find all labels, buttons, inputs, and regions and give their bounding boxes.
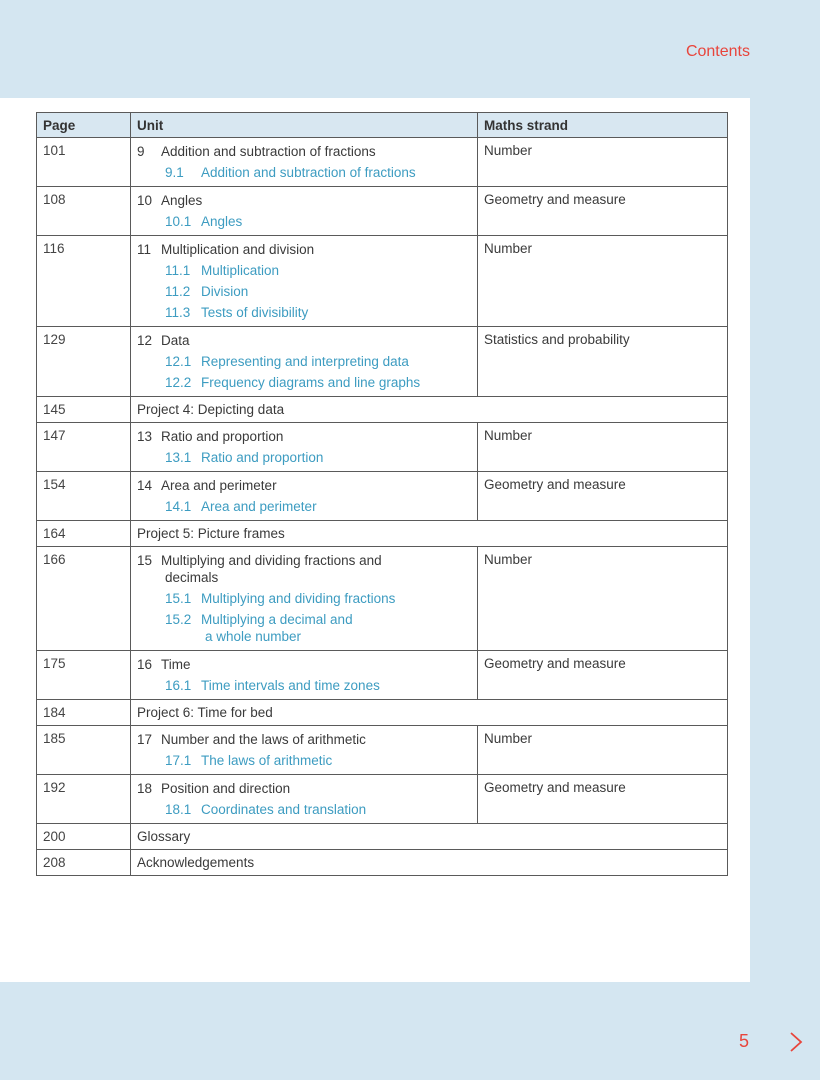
unit-cell: [131, 138, 478, 187]
subsection-title: Multiplying a decimal and: [201, 612, 353, 627]
unit-heading[interactable]: [137, 477, 471, 494]
unit-cell: [131, 547, 478, 651]
project-title[interactable]: Project 4: Depicting data: [131, 397, 728, 423]
subsection-link[interactable]: [137, 262, 471, 279]
subsection-number: 15.1: [165, 591, 192, 606]
table-row-project: [37, 824, 728, 850]
subsection-link[interactable]: [137, 164, 471, 181]
subsection-title: Multiplication: [201, 263, 280, 278]
unit-cell: [131, 726, 478, 775]
subsection-number: 16.1: [165, 678, 192, 693]
unit-number: 9: [137, 144, 145, 159]
subsection-number: 12.2: [165, 375, 192, 390]
unit-number: 10: [137, 193, 153, 208]
subsection-title: Multiplying and dividing fractions: [201, 591, 396, 606]
page-number-cell: 154: [37, 472, 131, 521]
table-row: [37, 187, 728, 236]
table-row-project: [37, 700, 728, 726]
page-number-cell: 175: [37, 651, 131, 700]
page-number-cell: 101: [37, 138, 131, 187]
subsection-title: Addition and subtraction of fractions: [201, 165, 416, 180]
subsection-title: Ratio and proportion: [201, 450, 324, 465]
unit-title: Position and direction: [161, 781, 291, 796]
subsection-link[interactable]: [137, 213, 471, 230]
unit-cell: [131, 775, 478, 824]
unit-title: Area and perimeter: [161, 478, 277, 493]
subsection-number: 11.1: [165, 263, 191, 278]
subsection-number: 14.1: [165, 499, 192, 514]
subsection-link[interactable]: [137, 677, 471, 694]
subsection-number: 15.2: [165, 612, 192, 627]
subsection-number: 18.1: [165, 802, 192, 817]
unit-title: Number and the laws of arithmetic: [161, 732, 366, 747]
subsection-title: Coordinates and translation: [201, 802, 367, 817]
unit-cell: [131, 187, 478, 236]
unit-heading[interactable]: [137, 241, 471, 258]
unit-title: Addition and subtraction of fractions: [161, 144, 376, 159]
table-row: [37, 327, 728, 397]
maths-strand: Number: [478, 726, 728, 775]
page-number-cell: 185: [37, 726, 131, 775]
unit-heading[interactable]: [137, 780, 471, 797]
unit-cell: [131, 423, 478, 472]
subsection-title: Representing and interpreting data: [201, 354, 409, 369]
subsection-title: Angles: [201, 214, 243, 229]
table-row: [37, 547, 728, 651]
contents-table: [36, 112, 728, 876]
page-number-cell: 147: [37, 423, 131, 472]
unit-cell: [131, 236, 478, 327]
unit-number: 12: [137, 333, 153, 348]
subsection-link[interactable]: [137, 611, 471, 645]
unit-number: 17: [137, 732, 153, 747]
page-number-cell: 108: [37, 187, 131, 236]
unit-heading[interactable]: [137, 731, 471, 748]
unit-number: 18: [137, 781, 153, 796]
maths-strand: Statistics and probability: [478, 327, 728, 397]
unit-title: Multiplication and division: [161, 242, 315, 257]
subsection-link[interactable]: [137, 590, 471, 607]
unit-title: Multiplying and dividing fractions and: [161, 553, 382, 568]
unit-number: 15: [137, 553, 153, 568]
subsection-link[interactable]: [137, 374, 471, 391]
unit-cell: [131, 327, 478, 397]
project-title[interactable]: Project 5: Picture frames: [131, 521, 728, 547]
unit-heading[interactable]: [137, 656, 471, 673]
unit-heading[interactable]: [137, 552, 471, 586]
subsection-number: 17.1: [165, 753, 192, 768]
subsection-link[interactable]: [137, 752, 471, 769]
page-number-cell: 166: [37, 547, 131, 651]
unit-title: Time: [161, 657, 191, 672]
maths-strand: Number: [478, 236, 728, 327]
table-row: [37, 236, 728, 327]
page-number-cell: 184: [37, 700, 131, 726]
maths-strand: Geometry and measure: [478, 187, 728, 236]
subsection-link[interactable]: [137, 283, 471, 300]
unit-title: Ratio and proportion: [161, 429, 284, 444]
subsection-title-continued: a whole number: [205, 629, 302, 644]
unit-heading[interactable]: [137, 143, 471, 160]
subsection-title: Frequency diagrams and line graphs: [201, 375, 421, 390]
maths-strand: Geometry and measure: [478, 651, 728, 700]
unit-number: 13: [137, 429, 153, 444]
page-number: 5: [739, 1031, 750, 1051]
subsection-number: 13.1: [165, 450, 192, 465]
unit-title: Angles: [161, 193, 203, 208]
column-header-strand: Maths strand: [478, 113, 728, 138]
subsection-link[interactable]: [137, 353, 471, 370]
page-number-cell: 129: [37, 327, 131, 397]
project-title[interactable]: Glossary: [131, 824, 728, 850]
maths-strand: Number: [478, 547, 728, 651]
subsection-title: Time intervals and time zones: [201, 678, 380, 693]
unit-cell: [131, 472, 478, 521]
table-header-row: [37, 113, 728, 138]
maths-strand: Geometry and measure: [478, 775, 728, 824]
unit-number: 16: [137, 657, 153, 672]
table-row-project: [37, 850, 728, 876]
subsection-link[interactable]: [137, 801, 471, 818]
subsection-number: 12.1: [165, 354, 192, 369]
page-number-cell: 208: [37, 850, 131, 876]
unit-heading[interactable]: [137, 428, 471, 445]
maths-strand: Number: [478, 423, 728, 472]
table-row: [37, 138, 728, 187]
table-row: [37, 775, 728, 824]
subsection-title: Division: [201, 284, 249, 299]
unit-number: 11: [137, 242, 152, 257]
unit-title: Data: [161, 333, 190, 348]
subsection-link[interactable]: [137, 498, 471, 515]
project-title[interactable]: Project 6: Time for bed: [131, 700, 728, 726]
page-number-cell: 164: [37, 521, 131, 547]
subsection-title: The laws of arithmetic: [201, 753, 333, 768]
subsection-number: 9.1: [165, 165, 184, 180]
chevron-right-icon[interactable]: [785, 1030, 807, 1054]
unit-cell: [131, 651, 478, 700]
table-row-project: [37, 397, 728, 423]
page-number-cell: 116: [37, 236, 131, 327]
page-number-cell: 145: [37, 397, 131, 423]
subsection-number: 10.1: [165, 214, 192, 229]
subsection-number: 11.2: [165, 284, 191, 299]
table-row: [37, 651, 728, 700]
subsection-link[interactable]: [137, 304, 471, 321]
subsection-title: Tests of divisibility: [201, 305, 309, 320]
subsection-title: Area and perimeter: [201, 499, 317, 514]
subsection-link[interactable]: [137, 449, 471, 466]
contents-table-body: [37, 138, 728, 876]
unit-title-continued: decimals: [165, 570, 219, 585]
unit-heading[interactable]: [137, 332, 471, 349]
page-title: Contents: [685, 43, 750, 60]
maths-strand: Geometry and measure: [478, 472, 728, 521]
table-row-project: [37, 521, 728, 547]
table-row: [37, 423, 728, 472]
unit-heading[interactable]: [137, 192, 471, 209]
unit-number: 14: [137, 478, 153, 493]
column-header-unit: Unit: [131, 113, 478, 138]
maths-strand: Number: [478, 138, 728, 187]
page-number-cell: 200: [37, 824, 131, 850]
page-number-cell: 192: [37, 775, 131, 824]
subsection-number: 11.3: [165, 305, 191, 320]
column-header-page: Page: [37, 113, 131, 138]
table-row: [37, 472, 728, 521]
table-row: [37, 726, 728, 775]
project-title[interactable]: Acknowledgements: [131, 850, 728, 876]
